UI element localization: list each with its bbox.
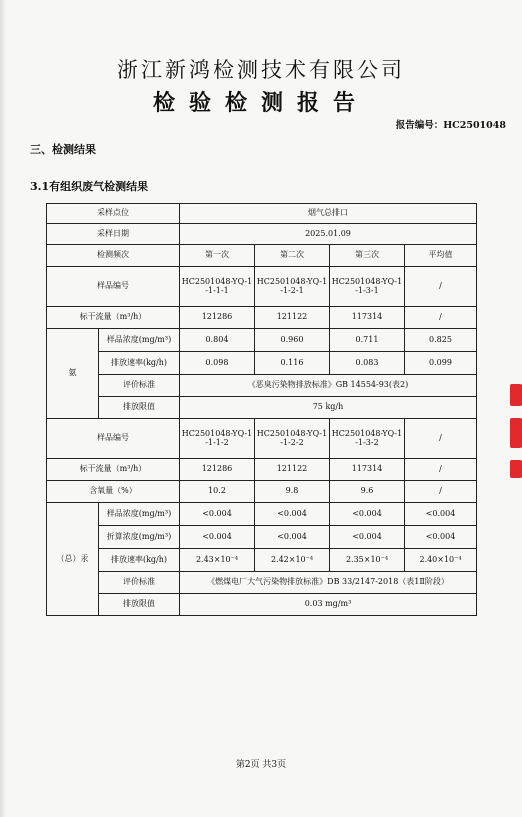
conc-label: 样品浓度(mg/m³) [99,329,180,352]
converted-cell: <0.004 [180,526,255,549]
subsection-title: 3.1有组织废气检测结果 [30,180,149,193]
standard-label: 评价标准 [99,572,180,594]
converted-cell: <0.004 [255,526,330,549]
flow-label: 标干流量（m³/h） [47,307,180,329]
rate-cell: 0.083 [330,352,405,375]
sample-no-cell: HC2501048-YQ-1-1-3-2 [330,419,405,459]
rate-cell: 2.42×10⁻⁴ [255,549,330,572]
table-row [47,267,477,307]
sample-no-cell: / [405,419,477,459]
rate-label: 排放速率(kg/h) [99,549,180,572]
conc-label: 样品浓度(mg/m³) [99,503,180,526]
table-row [47,526,477,549]
sampling-point-value: 烟气总排口 [180,204,477,224]
oxygen-label: 含氧量（%） [47,481,180,503]
table-row [47,307,477,329]
standard-label: 评价标准 [99,375,180,397]
flow-label: 标干流量（m³/h） [47,459,180,481]
converted-cell: <0.004 [330,526,405,549]
frequency-col-3: 第三次 [330,245,405,267]
rate-cell: 2.43×10⁻⁴ [180,549,255,572]
table-row [47,572,477,594]
oxygen-cell: 9.6 [330,481,405,503]
flow-cell: 121286 [180,459,255,481]
table-row [47,397,477,419]
table-row [47,594,477,616]
results-table [46,203,477,616]
flow-cell: / [405,459,477,481]
sampling-date-value: 2025.01.09 [180,224,477,245]
flow-cell: 121286 [180,307,255,329]
sample-no-cell: HC2501048-YQ-1-1-1-1 [180,267,255,307]
conc-cell: <0.004 [255,503,330,526]
conc-cell: 0.825 [405,329,477,352]
conc-cell: <0.004 [330,503,405,526]
table-row [47,481,477,503]
sample-no-label: 样品编号 [47,419,180,459]
pollutant-ammonia: 氨 [47,329,99,419]
table-row [47,204,477,224]
conc-cell: 0.804 [180,329,255,352]
table-row [47,375,477,397]
page-edge-shadow [0,0,6,817]
conc-cell: <0.004 [405,503,477,526]
stamp-fragment [510,460,522,478]
flow-cell: 117314 [330,307,405,329]
rate-cell: 0.098 [180,352,255,375]
rate-cell: 2.35×10⁻⁴ [330,549,405,572]
conc-cell: 0.960 [255,329,330,352]
flow-cell: 117314 [330,459,405,481]
rate-cell: 0.099 [405,352,477,375]
frequency-col-1: 第一次 [180,245,255,267]
conc-cell: <0.004 [180,503,255,526]
standard-value: 《恶臭污染物排放标准》GB 14554-93(表2) [180,375,477,397]
frequency-label: 检测频次 [47,245,180,267]
rate-cell: 2.40×10⁻⁴ [405,549,477,572]
frequency-col-avg: 平均值 [405,245,477,267]
oxygen-cell: / [405,481,477,503]
table-row [47,419,477,459]
sample-no-label: 样品编号 [47,267,180,307]
table-row [47,224,477,245]
frequency-col-2: 第二次 [255,245,330,267]
pollutant-mercury: （总）汞 [47,503,99,616]
report-number: 报告编号：HC2501048 [395,120,506,131]
sample-no-cell: HC2501048-YQ-1-1-2-2 [255,419,330,459]
sampling-point-label: 采样点位 [47,204,180,224]
page-footer: 第2页 共3页 [235,760,287,770]
table-row [47,549,477,572]
company-name: 浙江新鸿检测技术有限公司 [117,58,405,82]
limit-value: 0.03 mg/m³ [180,594,477,616]
sample-no-cell: HC2501048-YQ-1-1-1-2 [180,419,255,459]
sampling-date-label: 采样日期 [47,224,180,245]
table-row [47,329,477,352]
table-row [47,503,477,526]
table-row [47,352,477,375]
report-title: 检验检测报告 [152,91,369,116]
section-title: 三、检测结果 [30,143,96,156]
flow-cell: / [405,307,477,329]
oxygen-cell: 10.2 [180,481,255,503]
converted-label: 折算浓度(mg/m³) [99,526,180,549]
standard-value: 《燃煤电厂大气污染物排放标准》DB 33/2147-2018（表1Ⅱ阶段） [180,572,477,594]
converted-cell: <0.004 [405,526,477,549]
limit-value: 75 kg/h [180,397,477,419]
rate-cell: 0.116 [255,352,330,375]
sample-no-cell: / [405,267,477,307]
stamp-fragment [510,384,522,406]
table-row [47,459,477,481]
limit-label: 排放限值 [99,594,180,616]
rate-label: 排放速率(kg/h) [99,352,180,375]
flow-cell: 121122 [255,459,330,481]
table-row [47,245,477,267]
sample-no-cell: HC2501048-YQ-1-1-2-1 [255,267,330,307]
seal-stamp-edge [508,378,522,490]
conc-cell: 0.711 [330,329,405,352]
limit-label: 排放限值 [99,397,180,419]
sample-no-cell: HC2501048-YQ-1-1-3-1 [330,267,405,307]
oxygen-cell: 9.8 [255,481,330,503]
flow-cell: 121122 [255,307,330,329]
stamp-fragment [510,418,522,448]
